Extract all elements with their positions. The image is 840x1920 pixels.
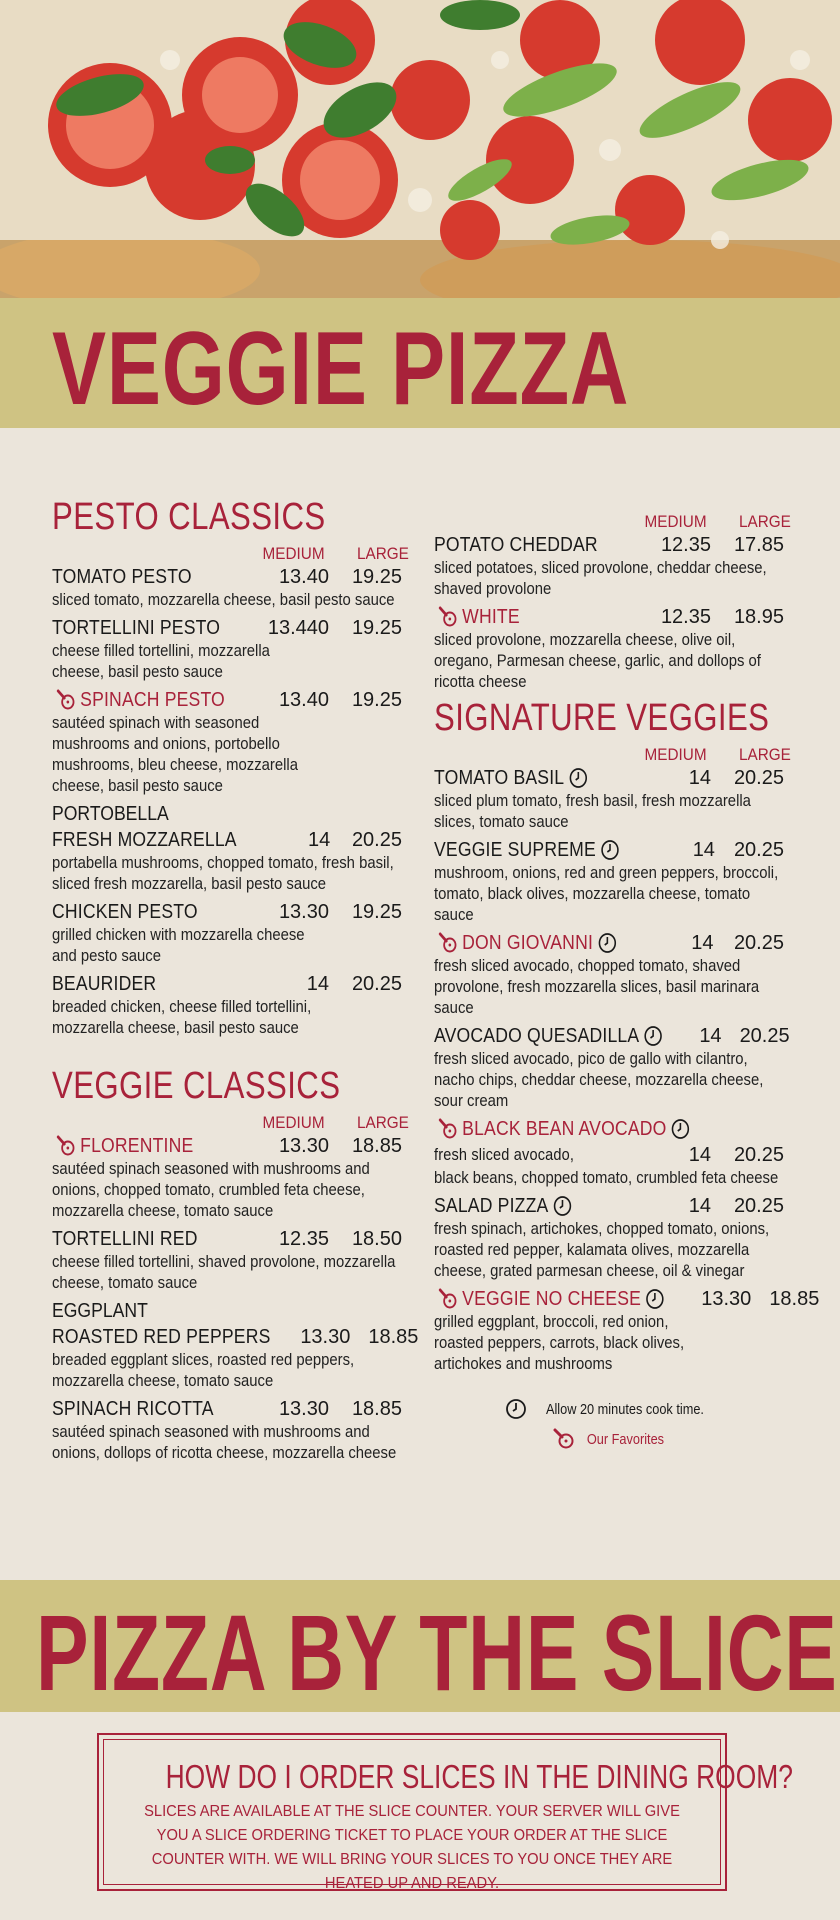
clock-icon [568, 766, 589, 790]
item-name: FLORENTINE [80, 1134, 194, 1157]
item-name: FRESH MOZZARELLA [52, 828, 237, 851]
menu-item [52, 971, 402, 1039]
legend-favorites-text: Our Favorites [586, 1430, 664, 1448]
large-header: LARGE [357, 1113, 409, 1132]
medium-header: MEDIUM [262, 1113, 325, 1132]
large-header: LARGE [357, 544, 409, 563]
size-header [87, 540, 409, 564]
item-name: DON GIOVANNI [462, 931, 594, 954]
slice-info-text: SLICES ARE AVAILABLE AT THE SLICE COUNTER. YOUR SERVER WILL GIVE YOU A SLICE ORDERING TICKET TO PLACE YOUR ORDER AT THE SLICE COUNTER WITH. WE WILL BRING YOUR SLICES TO YOU ONCE THEY ARE HEATED UP AND READY. [144, 1803, 680, 1892]
size-header [469, 508, 791, 532]
clock-icon [552, 1194, 573, 1218]
item-description-first: fresh sliced avocado, [434, 1145, 575, 1164]
item-name: SALAD PIZZA [434, 1194, 549, 1217]
slice-info-title: HOW DO I ORDER SLICES IN THE DINING ROOM? [165, 1758, 793, 1795]
menu-item [434, 765, 784, 833]
price-medium: 13.30 [278, 1134, 329, 1157]
menu-item [52, 1226, 402, 1294]
pizza-cutter-icon [552, 1427, 576, 1451]
item-name-top: EGGPLANT [52, 1299, 148, 1322]
item-description: sliced provolone, mozzarella cheese, olive oil, oregano, Parmesan cheese, garlic, and dollops of ricotta cheese [434, 631, 761, 691]
price-medium: 14 [688, 1194, 711, 1217]
price-large: 20.25 [733, 1194, 784, 1217]
item-name: SPINACH PESTO [80, 688, 225, 711]
pizza-photo [0, 0, 840, 298]
item-description: fresh spinach, artichokes, chopped tomato, onions, roasted red pepper, kalamata olives, mozzarella cheese, grated parmesan cheese, oil & vinegar [434, 1220, 770, 1280]
price-large: 20.25 [733, 1143, 784, 1166]
price-large: 19.25 [351, 565, 402, 588]
menu-item [434, 930, 784, 1019]
item-name: BLACK BEAN AVOCADO [462, 1117, 667, 1140]
item-description: sliced potatoes, sliced provolone, cheddar cheese, shaved provolone [434, 559, 767, 598]
signature-veggies-title: SIGNATURE VEGGIES [434, 697, 770, 739]
menu-item [52, 1298, 419, 1392]
price-medium: 14 [699, 1024, 722, 1047]
right-column [434, 508, 820, 1451]
item-name-top: PORTOBELLA [52, 802, 169, 825]
price-large: 20.25 [733, 838, 784, 861]
menu-item [52, 1396, 402, 1464]
price-large: 20.25 [733, 766, 784, 789]
item-description: portabella mushrooms, chopped tomato, fresh basil, sliced fresh mozzarella, basil pesto sauce [52, 854, 394, 893]
slice-info-box [97, 1733, 793, 1892]
item-name: AVOCADO QUESADILLA [434, 1024, 640, 1047]
price-medium: 12.35 [660, 605, 711, 628]
medium-header: MEDIUM [262, 544, 325, 563]
price-medium: 13.30 [278, 1397, 329, 1420]
large-header: LARGE [739, 512, 791, 531]
item-name: TORTELLINI PESTO [52, 616, 221, 639]
slice-title: PIZZA BY THE SLICE [36, 1592, 838, 1713]
item-description: breaded eggplant slices, roasted red peppers, mozzarella cheese, tomato sauce [52, 1351, 355, 1390]
price-large: 20.25 [351, 972, 402, 995]
menu-item [52, 801, 402, 895]
price-medium: 13.30 [701, 1287, 752, 1310]
item-description: sliced plum tomato, fresh basil, fresh mozzarella slices, tomato sauce [434, 792, 751, 831]
menu-item [52, 564, 402, 611]
item-description: black beans, chopped tomato, crumbled feta cheese [434, 1169, 779, 1187]
price-medium: 13.30 [300, 1325, 351, 1348]
clock-icon [645, 1287, 666, 1311]
pizza-cutter-icon [438, 1287, 459, 1311]
menu-item [52, 1133, 402, 1222]
price-medium: 12.35 [278, 1227, 329, 1250]
price-large: 18.95 [733, 605, 784, 628]
medium-header: MEDIUM [644, 745, 707, 764]
item-description: sautéed spinach seasoned with mushrooms and onions, dollops of ricotta cheese, mozzarella cheese [52, 1423, 397, 1462]
legend-favorites [434, 1427, 784, 1451]
clock-icon [599, 838, 620, 862]
item-name: VEGGIE SUPREME [434, 838, 596, 861]
item-description: sautéed spinach with seasoned mushrooms and onions, portobello mushrooms, bleu cheese, mozzarella cheese, basil pesto sauce [52, 714, 298, 795]
item-description: cheese filled tortellini, mozzarella cheese, basil pesto sauce [52, 642, 270, 681]
menu-item [434, 1023, 790, 1112]
menu-item [434, 837, 784, 926]
price-medium: 12.35 [660, 533, 711, 556]
item-description: grilled eggplant, broccoli, red onion, roasted peppers, carrots, black olives, artichokes and mushrooms [434, 1313, 685, 1373]
item-name: ROASTED RED PEPPERS [52, 1325, 271, 1348]
item-name: SPINACH RICOTTA [52, 1397, 214, 1420]
price-large: 18.85 [769, 1287, 820, 1310]
menu-item [434, 1116, 784, 1189]
item-description: grilled chicken with mozzarella cheese and pesto sauce [52, 926, 305, 965]
price-medium: 13.30 [278, 900, 329, 923]
price-large: 18.85 [368, 1325, 419, 1348]
pizza-cutter-icon [438, 931, 459, 955]
item-description: fresh sliced avocado, chopped tomato, shaved provolone, fresh mozzarella slices, basil marinara sauce [434, 957, 760, 1017]
price-medium: 14 [692, 838, 715, 861]
price-large: 18.50 [351, 1227, 402, 1250]
price-large: 17.85 [733, 533, 784, 556]
item-name: TOMATO PESTO [52, 565, 192, 588]
size-header [469, 741, 791, 765]
large-header: LARGE [739, 745, 791, 764]
price-medium: 14 [688, 1143, 711, 1166]
pesto-classics-title: PESTO CLASSICS [52, 496, 326, 538]
price-medium: 13.440 [267, 616, 329, 639]
price-large: 19.25 [351, 688, 402, 711]
price-medium: 14 [308, 828, 331, 851]
item-name: TORTELLINI RED [52, 1227, 198, 1250]
clock-icon [643, 1024, 664, 1048]
price-medium: 13.40 [278, 565, 329, 588]
size-header [87, 1109, 409, 1133]
item-description: sautéed spinach seasoned with mushrooms and onions, chopped tomato, crumbled feta cheese, mozzarella cheese, tomato sauce [52, 1160, 370, 1220]
menu-item [52, 615, 402, 683]
menu-item [52, 687, 402, 797]
pizza-cutter-icon [438, 605, 459, 629]
menu-item [52, 899, 402, 967]
item-name: BEAURIDER [52, 972, 157, 995]
pizza-cutter-icon [56, 1134, 77, 1158]
price-large: 18.85 [351, 1134, 402, 1157]
item-name: TOMATO BASIL [434, 766, 565, 789]
item-name: POTATO CHEDDAR [434, 533, 598, 556]
left-column [52, 496, 419, 1468]
price-medium: 14 [688, 766, 711, 789]
menu-item [434, 604, 784, 693]
medium-header: MEDIUM [644, 512, 707, 531]
menu-item [434, 1193, 784, 1282]
clock-icon [670, 1117, 691, 1141]
item-description: mushroom, onions, red and green peppers, broccoli, tomato, black olives, mozzarella cheese, tomato sauce [434, 864, 779, 924]
item-name: VEGGIE NO CHEESE [462, 1287, 642, 1310]
price-large: 19.25 [351, 616, 402, 639]
pizza-cutter-icon [56, 688, 77, 712]
menu-item [434, 1286, 820, 1375]
legend-cook-time-text: Allow 20 minutes cook time. [545, 1400, 705, 1418]
item-description: breaded chicken, cheese filled tortellini, mozzarella cheese, basil pesto sauce [52, 998, 312, 1037]
item-description: fresh sliced avocado, pico de gallo with cilantro, nacho chips, cheddar cheese, mozzarella cheese, sour cream [434, 1050, 764, 1110]
veggie-pizza-title: VEGGIE PIZZA [52, 311, 630, 427]
item-description: sliced tomato, mozzarella cheese, basil pesto sauce [52, 591, 395, 609]
price-medium: 14 [306, 972, 329, 995]
legend-cook-time [434, 1397, 784, 1421]
menu-item [434, 532, 784, 600]
clock-icon [504, 1397, 528, 1421]
item-description: cheese filled tortellini, shaved provolone, mozzarella cheese, tomato sauce [52, 1253, 396, 1292]
item-name: CHICKEN PESTO [52, 900, 198, 923]
clock-icon [597, 931, 618, 955]
pizza-cutter-icon [438, 1117, 459, 1141]
price-medium: 14 [691, 931, 714, 954]
price-large: 18.85 [351, 1397, 402, 1420]
price-medium: 13.40 [278, 688, 329, 711]
price-large: 20.25 [739, 1024, 790, 1047]
price-large: 20.25 [351, 828, 402, 851]
item-name: WHITE [462, 605, 520, 628]
veggie-classics-title: VEGGIE CLASSICS [52, 1065, 341, 1107]
price-large: 20.25 [733, 931, 784, 954]
price-large: 19.25 [351, 900, 402, 923]
